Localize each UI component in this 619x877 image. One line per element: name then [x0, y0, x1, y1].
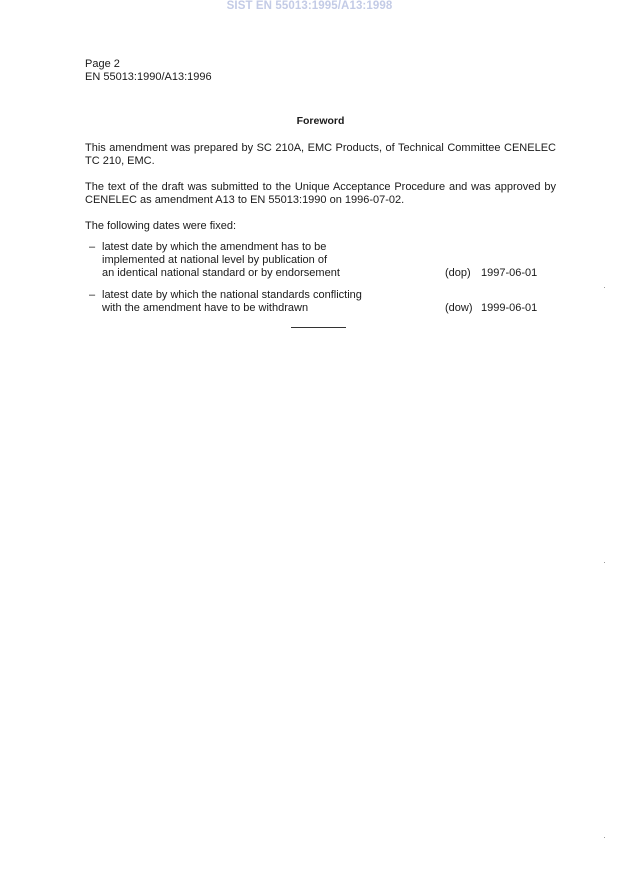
- description-line: latest date by which the amendment has to be: [102, 241, 327, 253]
- description-line: implemented at national level by publication of: [102, 254, 328, 266]
- date-code: (dop): [445, 267, 471, 279]
- scan-speck: [604, 287, 605, 288]
- page-label: Page 2: [85, 58, 120, 70]
- foreword-paragraph-2: The text of the draft was submitted to the Unique Acceptance Procedure and was approved by CENELEC as amendment A13 to EN 55013:1990 on 1996-07-02.: [85, 181, 556, 206]
- foreword-paragraph-3: The following dates were fixed:: [85, 220, 237, 232]
- date-item-description: [102, 289, 432, 315]
- date-item-description: [102, 241, 432, 280]
- scan-speck: [604, 837, 605, 838]
- standard-reference: EN 55013:1990/A13:1996: [85, 71, 212, 83]
- date-value: 1997-06-01: [481, 267, 538, 279]
- description-line: with the amendment have to be withdrawn: [102, 302, 309, 314]
- list-dash: –: [89, 241, 96, 253]
- watermark: SIST EN 55013:1995/A13:1998: [226, 0, 393, 12]
- closing-rule: [291, 327, 346, 328]
- date-code: (dow): [445, 302, 473, 314]
- list-dash: –: [89, 289, 96, 301]
- date-value: 1999-06-01: [481, 302, 538, 314]
- description-line: an identical national standard or by endorsement: [102, 267, 340, 279]
- description-line: latest date by which the national standards conflicting: [102, 289, 362, 301]
- scan-speck: [604, 562, 605, 563]
- section-title: Foreword: [296, 115, 345, 127]
- page-header: [85, 58, 212, 84]
- foreword-paragraph-1: This amendment was prepared by SC 210A, EMC Products, of Technical Committee CENELEC TC 210, EMC.: [85, 142, 556, 167]
